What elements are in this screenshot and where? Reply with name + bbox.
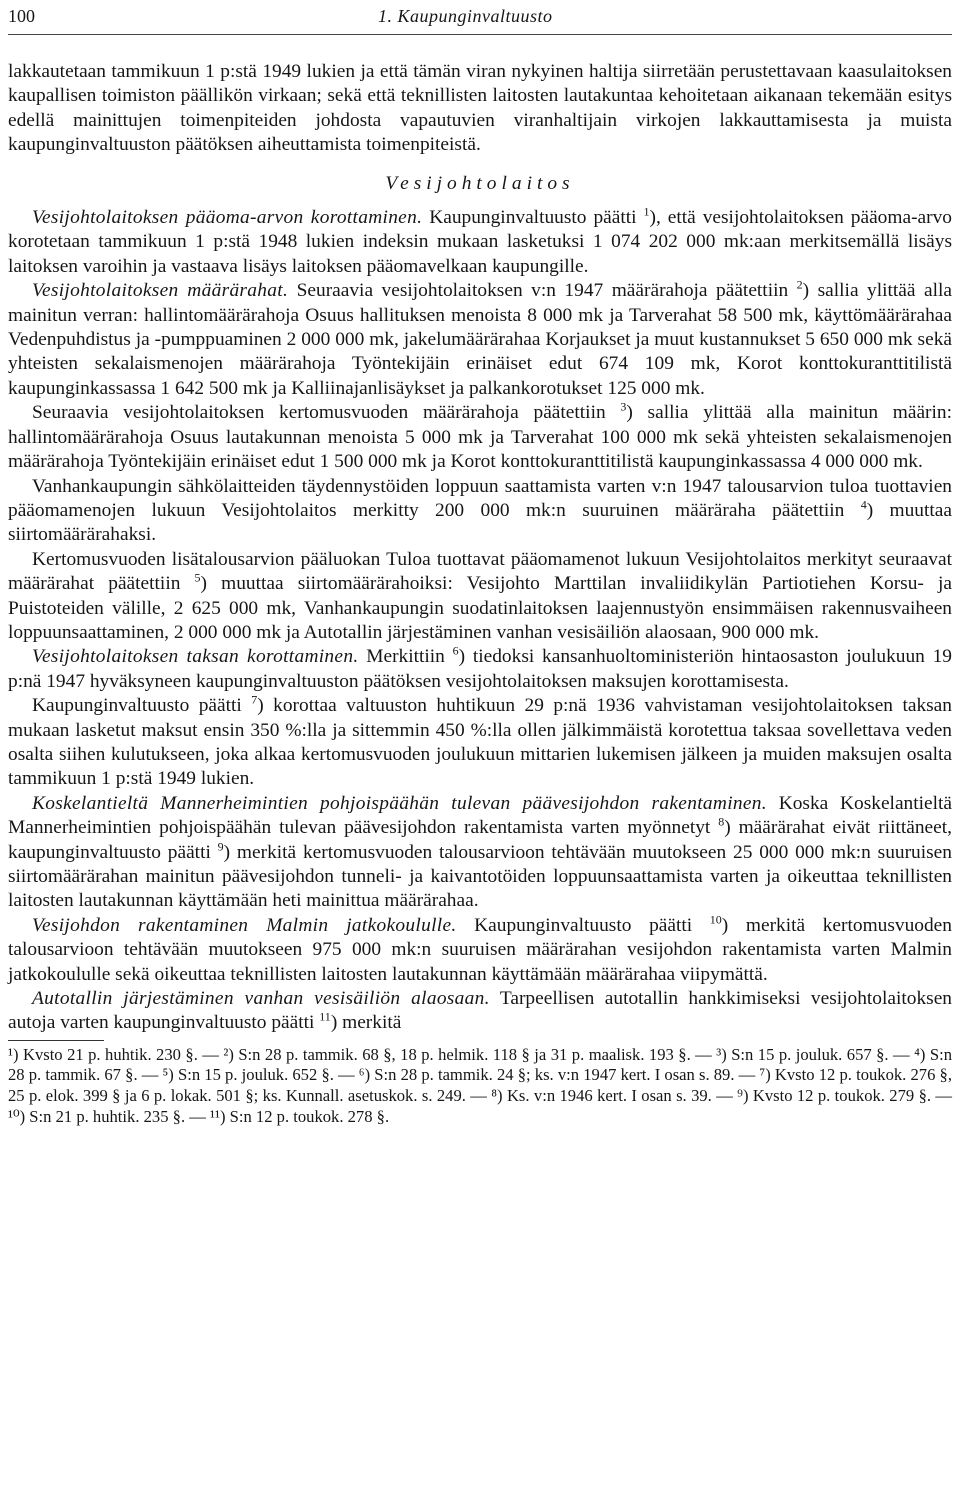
- footnote-ref: 6: [452, 643, 459, 658]
- paragraph-current-year-appropriations: Seuraavia vesijohtolaitoksen kertomusvuoden määrärahoja päätettiin $^3$) sallia ylittää alla mainitun määrin: hallintomäärärahoja Osuus lautakunnan menoista 5 000 mk ja Tarverahat 100 000 mk sekä yhteisten sekalaismenojen määrärahoja Työntekijäin erinäiset edut 1 500 000 mk ja Korot konttokuranttitilistä kaupunginkassassa 4 000 000 mk.: [8, 399, 952, 473]
- paragraph-appropriations: Vesijohtolaitoksen määrärahat. Seuraavia vesijohtolaitoksen v:n 1947 määrärahoja päätettiin $^2$) sallia ylittää alla mainitun verran: hallintomäärärahoja Osuus hallituksen menoista 8 000 mk ja Tarverahat 58 500 mk, käyttömäärärahaa Vedenpuhdistus ja -pumppuaminen 2 000 000 mk, jakelumäärärahaa Korjaukset ja muut kustannukset 5 650 000 mk sekä yhteisten sekalaismenojen määrärahoja Työntekijäin erinäiset edut 674 109 mk, Korot konttokuranttitilistä kaupunginkassassa 1 642 500 mk ja Kalliinajanlisäykset ja palkankorotukset 125 000 mk.: [8, 277, 952, 399]
- paragraph-heading: Vesijohtolaitoksen taksan korottaminen.: [32, 646, 359, 668]
- paragraph-garage: Autotallin järjestäminen vanhan vesisäiliön alaosaan. Tarpeellisen autotallin hankkimiseksi vesijohtolaitoksen autoja varten kaupunginvaltuusto päätti $^{11}$) merkitä: [8, 988, 952, 1034]
- footnote-ref: 8: [718, 814, 725, 829]
- footnote-ref: 10: [709, 912, 722, 927]
- paragraph-main-water-pipe: Koskelantieltä Mannerheimintien pohjoispäähän tulevan päävesijohdon rakentaminen. Koska Koskelantieltä Mannerheimintien pohjoispäähän tulevan päävesijohdon rakentamista varten myönnetyt $^8$) määrärahat eivät riittäneet, kaupunginvaltuusto päätti $^9$) merkitä kertomusvuoden talousarvioon tehtävään muutokseen 25 000 000 mk:n suuruisen siirtomäärärahan mainitun päävesijohdon tunneli- ja kaivantotöiden loppuunsaattamista varten ja oikeuttaa teknillisten laitosten lautakunnan käyttämään heti mainittua määrärahaa.: [8, 792, 953, 912]
- paragraph-heading: Vesijohtolaitoksen määrärahat.: [32, 280, 289, 302]
- footnote-ref: 1: [643, 204, 650, 219]
- running-title: 1. Kaupunginvaltuusto: [378, 6, 553, 26]
- footnote-rule: [8, 1040, 104, 1041]
- paragraph-tariff-raise: Vesijohtolaitoksen taksan korottaminen. Merkittiin $^6$) tiedoksi kansanhuoltoministeriön hintaosaston joulukuun 19 p:nä 1947 hyväksyneen kaupunginvaltuuston päätöksen vesijohtolaitoksen maksujen korottamisesta.: [8, 643, 952, 692]
- footnote-ref: 9: [217, 839, 224, 854]
- section-title: Vesijohtolaitos: [385, 172, 575, 194]
- footnote-ref: 4: [860, 497, 867, 512]
- paragraph-continuation: lakkautetaan tammikuun 1 p:stä 1949 lukien ja että tämän viran nykyinen haltija siirretään perustettavaan kaasulaitoksen kaupallisen toimiston päällikön virkaan; sekä että teknillisten laitosten lautakuntaa kehoitetaan aikanaan tekemään esitys edellä mainittujen toimenpiteiden johdosta vapautuvien viranhaltijain virkojen lakkauttamisesta ja muista kaupunginvaltuuston päätöksen aiheuttamista toimenpiteistä.: [8, 61, 952, 156]
- header-rule: [8, 34, 952, 35]
- footnote-ref: 3: [620, 399, 627, 414]
- footnote-ref: 2: [796, 277, 803, 292]
- footnotes: ¹) Kvsto 21 p. huhtik. 230 §. — ²) S:n 28 p. tammik. 68 §, 18 p. helmik. 118 § ja 31 p. maalisk. 193 §. — ³) S:n 15 p. jouluk. 657 §. — ⁴) S:n 28 p. tammik. 67 §. — ⁵) S:n 15 p. jouluk. 652 §. — ⁶) S:n 28 p. tammik. 24 §; ks. v:n 1947 kert. I osan s. 89. — ⁷) Kvsto 12 p. toukok. 276 §, 25 p. elok. 399 § ja 6 p. lokak. 501 §; ks. Kunnall. asetuskok. s. 249. — ⁸) Ks. v:n 1946 kert. I osan s. 39. — ⁹) Kvsto 12 p. toukok. 279 §. — ¹⁰) S:n 21 p. huhtik. 235 §. — ¹¹) S:n 12 p. toukok. 278 §.: [8, 1044, 952, 1126]
- paragraph-malmi-school: Vesijohdon rakentaminen Malmin jatkokoululle. Kaupunginvaltuusto päätti $^{10}$) merkitä kertomusvuoden talousarvioon tehtävään muutokseen 975 000 mk:n suuruisen määrärahan vesijohdon rakentamista varten Malmin jatkokoululle sekä oikeuttaa teknillisten laitosten lautakunnan käyttämään määrärahaa viipymättä.: [8, 912, 952, 985]
- paragraph-heading: Vesijohdon rakentaminen Malmin jatkokoululle.: [32, 914, 457, 936]
- paragraph-tariff-decision: Kaupunginvaltuusto päätti $^7$) korottaa valtuuston huhtikuun 29 p:nä 1936 vahvistaman vesijohtolaitoksen taksan mukaan lasketut maksut ensin 350 %:lla ja sittemmin 450 %:lla ollen jälkimmäistä korotettua taksaa sovellettava veden osalta siihen kulutukseen, joka alkaa kertomusvuoden joulukuun mittarien lukemisen jälkeen ja muiden maksujen osalta tammikuun 1 p:stä 1949 lukien.: [8, 692, 952, 790]
- page-header: [8, 2, 952, 28]
- footnote-ref: 11: [319, 1009, 331, 1024]
- paragraph-supplementary-budget: Kertomusvuoden lisätalousarvion pääluokan Tuloa tuottavat pääomamenot lukuun Vesijohtolaitos merkityt seuraavat määrärahat päätettiin $^5$) muuttaa siirtomäärärahoiksi: Vesijohto Marttilan invaliidikylän Partiotiehen Korsu- ja Puistoteiden välille, 2 625 000 mk, Vanhankaupungin suodatinlaitoksen laajennustyön ensimmäisen rakennusvaiheen loppuunsaattaminen, 2 000 000 mk ja Autotallin järjestäminen vanhan vesisäiliön alaosaan, 900 000 mk.: [8, 548, 952, 643]
- paragraph-vanhakaupunki: Vanhankaupungin sähkölaitteiden täydennystöiden loppuun saattamista varten v:n 1947 talousarvion tuloa tuottavien pääomamenojen lukuun Vesijohtolaitos merkitty 200 000 mk:n suuruinen määräraha päätettiin $^4$) muuttaa siirtomäärärahaksi.: [8, 475, 952, 546]
- paragraph-heading: Autotallin järjestäminen vanhan vesisäiliön alaosaan.: [32, 988, 490, 1010]
- body-text: [8, 60, 952, 1127]
- paragraph-heading: Vesijohtolaitoksen pääoma-arvon korottaminen.: [32, 207, 423, 229]
- footnote-ref: 7: [251, 692, 258, 707]
- paragraph-heading: Koskelantieltä Mannerheimintien pohjoispäähän tulevan päävesijohdon rakentaminen.: [32, 792, 767, 814]
- page-number: 100: [8, 6, 35, 26]
- footnote-ref: 5: [194, 570, 201, 585]
- paragraph-capital-value: Vesijohtolaitoksen pääoma-arvon korottaminen. Kaupunginvaltuusto päätti $^1$), että vesijohtolaitoksen pääoma-arvo korotetaan tammikuun 1 p:stä 1948 lukien indeksin mukaan lasketuksi 1 074 202 000 mk:aan merkitsemällä lisäys laitoksen varoihin ja vastaava lisäys laitoksen pääomavelkaan kaupungille.: [8, 204, 952, 277]
